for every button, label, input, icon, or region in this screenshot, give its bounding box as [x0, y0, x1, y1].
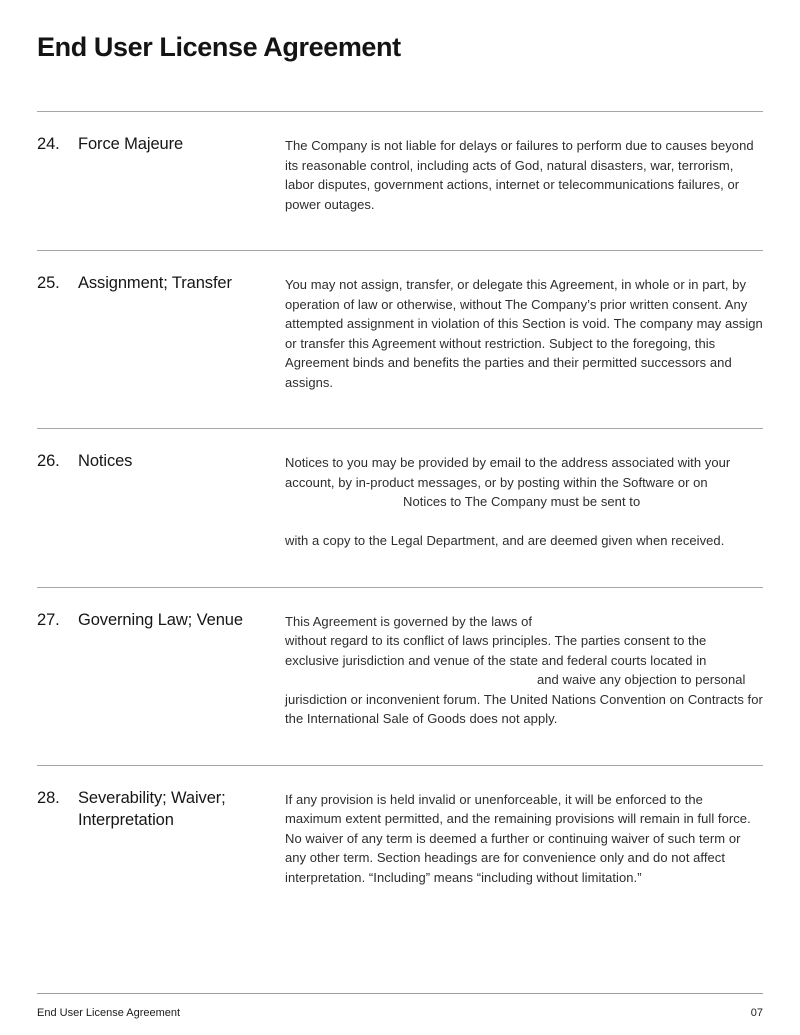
paragraph-line: You may not assign, transfer, or delegate this Agreement, in whole or in part, by operation of law or otherwise, without The Company’s prior written consent. Any attempted assignment in violation of this Section is void. The company may assign or transfer this Agreement without restriction. Subject to the foregoing, this Agreement binds and benefits the parties and their permitted successors and assigns.	[285, 277, 763, 390]
section-number: 24.	[37, 135, 60, 153]
paragraph-line: and waive any objection to personal jurisdiction or inconvenient forum. The United Nations Convention on Contracts for the International Sale of Goods does not apply.	[285, 672, 763, 726]
paragraph-line: The Company is not liable for delays or failures to perform due to causes beyond its reasonable control, including acts of God, natural disasters, war, terrorism, labor disputes, government actions, internet or telecommunications failures, or power outages.	[285, 138, 754, 212]
paragraph-line: This Agreement is governed by the laws of	[285, 613, 533, 629]
paragraph-line: with a copy to the Legal Department, and are deemed given when received.	[285, 533, 725, 548]
section-number: 25.	[37, 274, 60, 292]
section-number: 27.	[37, 610, 60, 629]
paragraph-line: without regard to its conflict of laws principles. The parties consent to the exclusive jurisdiction and venue of the state and federal courts located in	[285, 633, 707, 668]
section-heading: Severability; Waiver; Interpretation	[78, 788, 226, 829]
section-body	[285, 275, 763, 392]
section-body	[285, 790, 763, 888]
footer-page-number: 07	[750, 1007, 763, 1019]
section-row	[37, 766, 763, 924]
section-number: 28.	[37, 788, 60, 807]
section-row	[37, 112, 763, 250]
section-heading: Governing Law; Venue	[78, 610, 243, 629]
section-body	[285, 612, 763, 729]
paragraph-line: Notices to The Company must be sent to	[403, 494, 641, 509]
paragraph-line: If any provision is held invalid or unenforceable, it will be enforced to the maximum extent permitted, and the remaining provisions will remain in full force. No waiver of any term is deemed a further or continuing waiver of such term or any other term. Section headings are for convenience only and do not affect interpretation. “Including” means “including without limitation.”	[285, 791, 751, 885]
section-heading: Notices	[78, 452, 133, 470]
section-row	[37, 251, 763, 428]
page-title: End User License Agreement	[37, 32, 401, 62]
section-body	[285, 453, 763, 551]
paragraph-line	[285, 512, 763, 532]
section-heading: Assignment; Transfer	[78, 274, 232, 292]
section-row	[37, 588, 763, 765]
footer-title: End User License Agreement	[37, 1007, 181, 1019]
section-row	[37, 429, 763, 587]
section-heading: Force Majeure	[78, 135, 184, 153]
section-number: 26.	[37, 452, 60, 470]
paragraph-line: Notices to you may be provided by email to the address associated with your account, by in-product messages, or by posting within the Software or on	[285, 455, 731, 490]
footer	[37, 993, 763, 1035]
section-body	[285, 136, 763, 214]
